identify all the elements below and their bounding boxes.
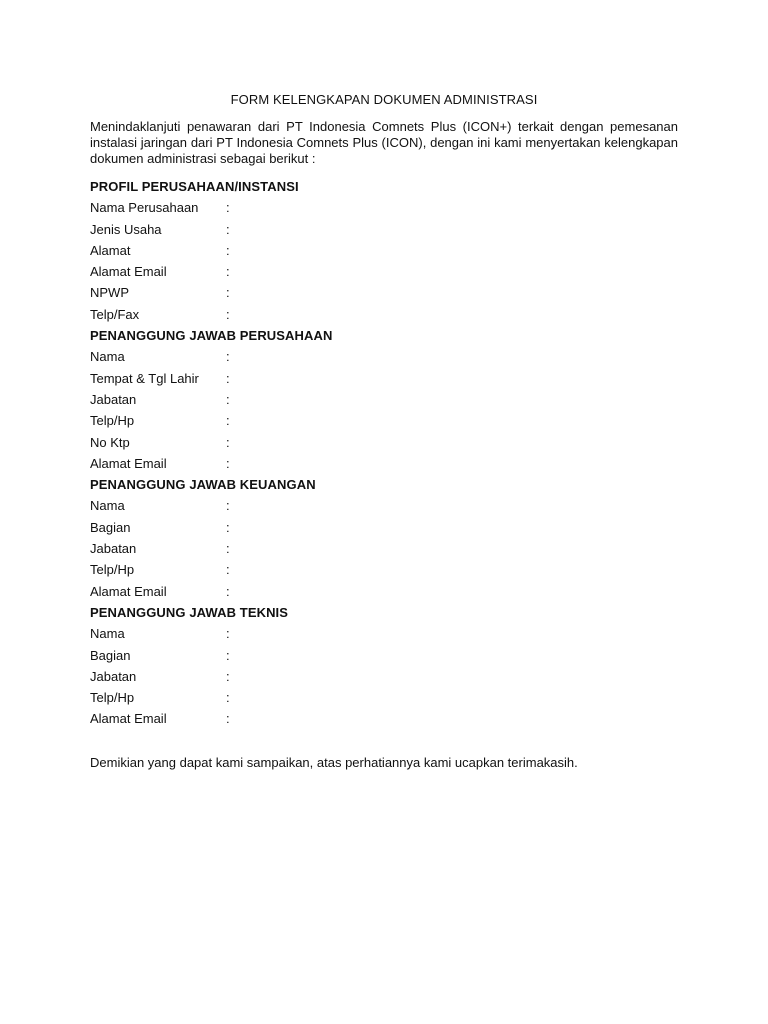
field-label: Alamat Email (90, 264, 167, 280)
field-row (90, 197, 690, 218)
field-label: Jenis Usaha (90, 221, 162, 237)
section-heading-penanggung-jawab-perusahaan: PENANGGUNG JAWAB PERUSAHAAN (90, 328, 333, 344)
field-label: Nama Perusahaan (90, 200, 199, 216)
field-label: No Ktp (90, 434, 130, 450)
field-colon: : (226, 391, 230, 407)
field-row (90, 559, 690, 580)
field-row (90, 261, 690, 282)
field-label: Bagian (90, 519, 131, 535)
field-row (90, 410, 690, 431)
field-row (90, 708, 690, 729)
field-label: Alamat (90, 242, 131, 258)
field-colon: : (226, 221, 230, 237)
field-row (90, 623, 690, 644)
field-colon: : (226, 349, 230, 365)
field-colon: : (226, 413, 230, 429)
field-label: Alamat Email (90, 711, 167, 727)
field-label: Jabatan (90, 391, 137, 407)
field-row (90, 219, 690, 240)
field-colon: : (226, 264, 230, 280)
field-colon: : (226, 668, 230, 684)
closing-statement: Demikian yang dapat kami sampaikan, atas perhatiannya kami ucapkan terimakasih. (90, 755, 578, 770)
field-label: Jabatan (90, 541, 137, 557)
field-row (90, 240, 690, 261)
field-colon: : (226, 647, 230, 663)
field-row (90, 368, 690, 389)
field-colon: : (226, 498, 230, 514)
field-colon: : (226, 242, 230, 258)
field-colon: : (226, 306, 230, 322)
field-colon: : (226, 370, 230, 386)
field-colon: : (226, 434, 230, 450)
section-heading-penanggung-jawab-teknis: PENANGGUNG JAWAB TEKNIS (90, 604, 289, 620)
field-label: NPWP (90, 285, 129, 301)
field-row (90, 304, 690, 325)
field-colon: : (226, 690, 230, 706)
field-colon: : (226, 626, 230, 642)
field-label: Alamat Email (90, 583, 167, 599)
field-label: Jabatan (90, 668, 137, 684)
field-label: Telp/Hp (90, 690, 135, 706)
field-row (90, 495, 690, 516)
field-label: Telp/Fax (90, 306, 140, 322)
field-label: Alamat Email (90, 455, 167, 471)
field-colon: : (226, 711, 230, 727)
field-label: Nama (90, 349, 125, 365)
field-colon: : (226, 200, 230, 216)
field-label: Nama (90, 626, 125, 642)
section-heading-profil: PROFIL PERUSAHAAN/INSTANSI (90, 179, 299, 194)
field-row (90, 687, 690, 708)
field-label: Telp/Hp (90, 562, 135, 578)
section-heading-penanggung-jawab-keuangan: PENANGGUNG JAWAB KEUANGAN (90, 477, 316, 493)
field-colon: : (226, 519, 230, 535)
field-row (90, 389, 690, 410)
field-label: Nama (90, 498, 125, 514)
field-colon: : (226, 455, 230, 471)
field-row (90, 517, 690, 538)
field-row (90, 538, 690, 559)
field-label: Tempat & Tgl Lahir (90, 370, 199, 386)
field-row (90, 666, 690, 687)
document-title: FORM KELENGKAPAN DOKUMEN ADMINISTRASI (230, 92, 538, 107)
field-colon: : (226, 541, 230, 557)
intro-paragraph: Menindaklanjuti penawaran dari PT Indonesia Comnets Plus (ICON+) terkait dengan pemesanan instalasi jaringan dari PT Indonesia Comnets Plus (ICON), dengan ini kami menyertakan kelengkapan dokumen administrasi sebagai berikut : (90, 119, 678, 166)
field-row (90, 346, 690, 367)
field-label: Bagian (90, 647, 131, 663)
field-colon: : (226, 583, 230, 599)
field-colon: : (226, 562, 230, 578)
form-sections (90, 176, 690, 730)
field-row (90, 581, 690, 602)
field-row (90, 432, 690, 453)
field-label: Telp/Hp (90, 413, 135, 429)
field-row (90, 645, 690, 666)
field-row (90, 453, 690, 474)
field-row (90, 282, 690, 303)
field-colon: : (226, 285, 230, 301)
